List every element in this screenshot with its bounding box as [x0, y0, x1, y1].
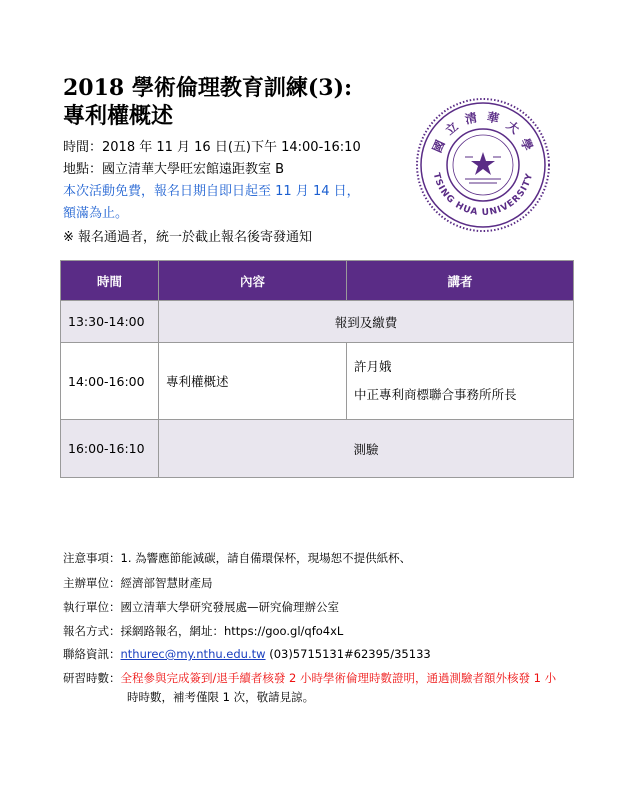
schedule-table [60, 260, 574, 478]
header-time: 時間 [61, 261, 159, 301]
executor-value: 國立清華大學研究發展處—研究倫理辦公室 [120, 600, 339, 614]
title-line-1: 2018 學術倫理教育訓練(3): [63, 75, 353, 101]
footer-contact [63, 647, 431, 661]
row-content: 報到及繳費 [159, 301, 574, 343]
speaker-title: 中正專利商標聯合事務所所長 [354, 387, 517, 402]
speaker-name: 許月娥 [354, 359, 392, 374]
table-row [61, 301, 574, 343]
hours-label: 研習時數： [63, 671, 121, 685]
university-seal-logo [413, 95, 553, 235]
svg-text:TSING HUA UNIVERSITY: TSING HUA UNIVERSITY [430, 171, 536, 219]
executor-label: 執行單位： [63, 600, 121, 614]
row-time: 16:00-16:10 [61, 420, 159, 478]
registration-note: ※ 報名通過者，統一於截止報名後寄發通知 [63, 230, 313, 245]
footer-organizer [63, 576, 213, 590]
table-header-row [61, 261, 574, 301]
notes-text: 1. 為響應節能減碳，請自備環保杯，現場恕不提供紙杯、 [120, 551, 412, 565]
contact-phone: (03)5715131#62395/35133 [265, 647, 431, 661]
row-time: 13:30-14:00 [61, 301, 159, 343]
registration-notice-line-1: 本次活動免費，報名日期自即日起至 11 月 14 日， [63, 184, 360, 199]
row-content: 測驗 [159, 420, 574, 478]
event-location: 地點：國立清華大學旺宏館遠距教室 B [63, 162, 285, 177]
registration-label: 報名方式： [63, 624, 121, 638]
organizer-value: 經濟部智慧財產局 [120, 576, 213, 590]
table-row [61, 343, 574, 420]
contact-email-link[interactable]: nthurec@my.nthu.edu.tw [120, 647, 266, 661]
footer-registration [63, 624, 343, 638]
event-time: 時間：2018 年 11 月 16 日(五)下午 14:00-16:10 [63, 140, 361, 155]
title-line-2: 專利權概述 [63, 103, 174, 129]
row-content: 專利權概述 [159, 343, 347, 420]
registration-value: 採網路報名，網址：https://goo.gl/qfo4xL [120, 624, 344, 638]
table-row [61, 420, 574, 478]
hours-text-line-1: 全程參與完成簽到/退手續者核發 2 小時學術倫理時數證明，通過測驗者額外核發 1 小 [120, 671, 557, 685]
organizer-label: 主辦單位： [63, 576, 121, 590]
svg-text:國 立 清 華 大 學: 國 立 清 華 大 學 [429, 109, 537, 155]
footer-executor [63, 600, 339, 614]
row-speaker [347, 343, 574, 420]
footer-notes [63, 551, 411, 565]
header-content: 內容 [159, 261, 347, 301]
row-time: 14:00-16:00 [61, 343, 159, 420]
notes-label: 注意事項： [63, 551, 121, 565]
contact-label: 聯絡資訊： [63, 647, 121, 661]
registration-notice-line-2: 額滿為止。 [63, 206, 129, 221]
hours-text-line-2: 時時數，補考僅限 1 次，敬請見諒。 [127, 690, 315, 704]
header-speaker: 講者 [347, 261, 574, 301]
footer-hours [63, 671, 556, 685]
